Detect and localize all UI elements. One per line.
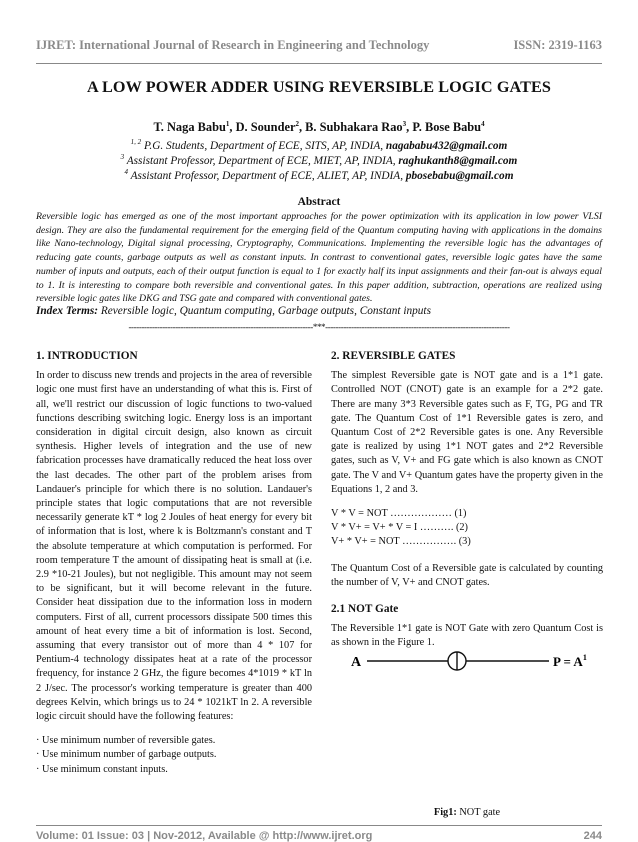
output-label: $P = A^1$ xyxy=(553,653,587,669)
section-separator: -----------------------------------------------------------------------***----------------------------------------------------------------------- xyxy=(128,322,510,332)
author-email[interactable]: nagababu432@gmail.com xyxy=(385,140,508,152)
affiliation: $^{1, 2}$ P.G. Students, Department of ECE, SITS, AP, INDIA, nagababu432@gmail.com xyxy=(130,138,508,152)
index-terms-text: Reversible logic, Quantum computing, Garbage outputs, Constant inputs xyxy=(100,305,431,317)
running-header xyxy=(36,36,602,58)
section-body: The Quantum Cost of a Reversible gate is calculated by counting the number of V, V+ and CNOT gates. xyxy=(331,562,603,588)
index-terms xyxy=(36,305,602,317)
equation-list xyxy=(331,507,603,550)
index-terms-label: Index Terms: xyxy=(36,305,99,317)
affiliation: $^4$ Assistant Professor, Department of ECE, ALIET, AP, INDIA, pbosebabu@gmail.com xyxy=(124,168,514,182)
author-name: B. Subhakara Rao xyxy=(305,120,403,134)
footer-text: Volume: 01 Issue: 03 | Nov-2012, Available @ http://www.ijret.org xyxy=(36,830,373,842)
feature-list xyxy=(36,734,312,777)
running-footer xyxy=(36,830,602,842)
author-name: D. Sounder xyxy=(235,120,296,134)
author-email[interactable]: raghukanth8@gmail.com xyxy=(398,155,518,167)
abstract-heading: Abstract xyxy=(297,196,341,208)
section-heading: 2.1 NOT Gate xyxy=(331,603,399,616)
page-number: 244 xyxy=(583,830,602,842)
equation: V * V = NOT ……………… (1) xyxy=(331,508,467,520)
section-heading: 1. INTRODUCTION xyxy=(36,350,138,362)
journal-name: IJRET: International Journal of Research in Engineering and Technology xyxy=(36,38,430,52)
author-email[interactable]: pbosebabu@gmail.com xyxy=(405,170,514,182)
input-label: A xyxy=(351,655,362,670)
right-column xyxy=(331,349,603,651)
equation: V+ * V+ = NOT ……………. (3) xyxy=(331,536,471,548)
author-list: T. Naga Babu$^1$, D. Sounder$^2$, B. Subhakara Rao$^3$, P. Bose Babu$^4$ xyxy=(153,120,485,134)
list-item: · Use minimum constant inputs. xyxy=(36,763,168,775)
author-name: T. Naga Babu xyxy=(153,120,226,134)
figure-caption-text: NOT gate xyxy=(459,807,501,818)
affiliation: $^3$ Assistant Professor, Department of ECE, MIET, AP, INDIA, raghukanth8@gmail.com xyxy=(120,153,518,167)
issn: ISSN: 2319-1163 xyxy=(513,38,602,52)
figure-caption xyxy=(331,807,603,818)
not-gate-figure xyxy=(331,642,603,702)
list-item: · Use minimum number of reversible gates. xyxy=(36,735,216,747)
author-name: P. Bose Babu xyxy=(412,120,482,134)
abstract-text: Reversible logic has emerged as one of the most important approaches for the power optimization with its application in low power VLSI design. They are also the fundamental requirement for the emerging field of the Quantum computing having with applications in the domains like Nano-technology, Digital signal processing, Cryptography, Communications. Implementing the reversible logic has the advantages of reducing gate counts, garbage outputs as well as constant inputs. In contrast to conventional gates, reversible logic gates have the same number of inputs and outputs, each of their output function is equal to 1 for exactly half its input assignments and their fan-out is always equal to 1. It is interesting to compare both reversible and conventional gates. In this paper addition, subtraction, operations are realized using reversible logic gates like DKG and TSG gate and compared with conventional gates. xyxy=(36,211,602,305)
section-body: The Reversible 1*1 gate is NOT Gate with zero Quantum Cost is as shown in the Figure 1. xyxy=(331,623,603,649)
left-column xyxy=(36,349,312,777)
section-body: The simplest Reversible gate is NOT gate and is a 1*1 gate. Controlled NOT (CNOT) gate is an example for a 2*2 gate. There are many 3*3 Reversible gates such as F, TG, PG and TR gate. The Quantum Cost of 1*1 Reversible gates is zero, and Quantum Cost of 2*2 Reversible gates is one. Any Reversible gate is realized by using 1*1 NOT gates and 2*2 Reversible gates, such as V, V+ and FG gate which is also known as CNOT gate. The V and V+ Quantum gates have the property given in the Equations 1, 2 and 3. xyxy=(331,370,603,495)
header-divider xyxy=(36,63,602,64)
equation: V * V+ = V+ * V = I ………. (2) xyxy=(331,522,468,534)
figure-label: Fig1: xyxy=(433,807,457,818)
section-heading: 2. REVERSIBLE GATES xyxy=(331,350,456,362)
list-item: · Use minimum number of garbage outputs. xyxy=(36,749,217,761)
paper-title: A LOW POWER ADDER USING REVERSIBLE LOGIC GATES xyxy=(86,78,552,96)
section-body: In order to discuss new trends and projects in the area of reversible logic one must first have an understanding of what this is. First of all, we'll restrict our discussion of logic functions to two-valued functions describing switching logic. Energy loss is an important consideration in digital circuit design, also known as circuit synthesis. Higher levels of integration and the use of new fabrication processes have dramatically reduced the heat loss over the last decades. The other part of the problem arises from Landauer's principle for which there is no solution. Landauer's principle states that logic computations that are not reversible necessarily generate kT * log 2 Joules of heat energy for every bit of information that is lost, where k is Boltzmann's constant and T the absolute temperature at which computation is performed. For room temperature T the amount of dissipating heat is small at (i.e. 2.9 *10-21 Joules), but not negligible. This amount may not seem to be significant, but it will become relevant in the future. Consider heat dissipation due to the information loss in modern computers. First of all, current processors dissipate 500 times this amount of heat every time a bit of information is lost. Second, assuming that every transistor out of more than 4 * 107 for Pentium-4 technology dissipates heat at a rate of the processor frequency, for instance 2 GHz, the figure becomes 4*1019 * kT ln 2 J/sec. The processor's working temperature is greater than 400 degrees Kelvin, which brings us to 24 * 1021kT ln 2. A reversible logic circuit should have the following features: xyxy=(36,370,312,723)
